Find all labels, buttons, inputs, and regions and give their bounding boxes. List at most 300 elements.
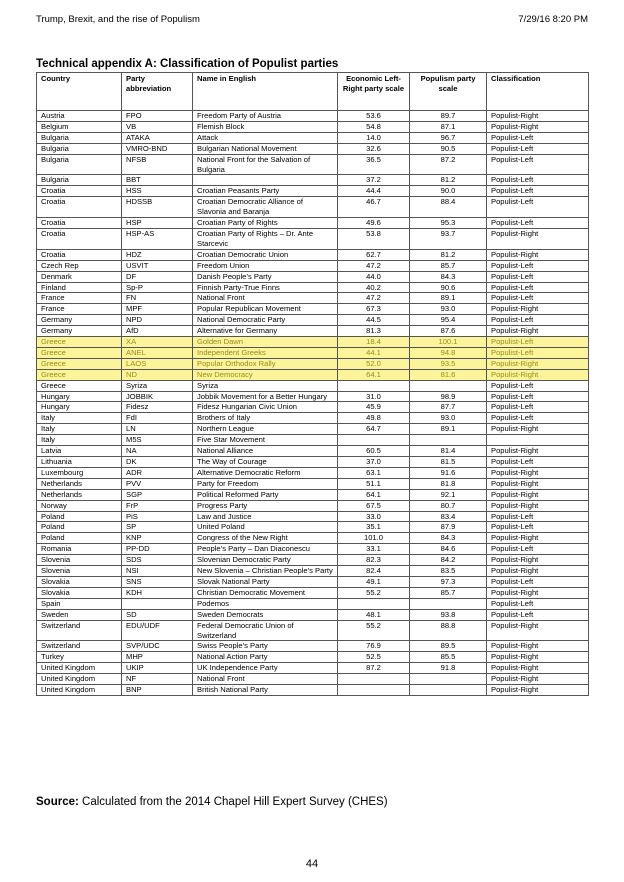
table-row bbox=[37, 555, 589, 566]
source-text: Calculated from the 2014 Chapel Hill Expert Survey (CHES) bbox=[82, 796, 388, 808]
cell-classification: Populist-Right bbox=[487, 685, 589, 696]
table-row bbox=[37, 413, 589, 424]
cell-classification: Populist-Right bbox=[487, 326, 589, 337]
cell-populism-scale: 93.7 bbox=[410, 228, 487, 249]
table-row bbox=[37, 467, 589, 478]
cell-abbreviation: Syriza bbox=[122, 380, 193, 391]
cell-economic-scale: 44.0 bbox=[338, 271, 410, 282]
cell-country: Norway bbox=[37, 500, 122, 511]
cell-abbreviation: PVV bbox=[122, 478, 193, 489]
cell-economic-scale: 37.0 bbox=[338, 457, 410, 468]
cell-populism-scale: 98.9 bbox=[410, 391, 487, 402]
cell-party-name: Sweden Democrats bbox=[193, 609, 338, 620]
cell-economic-scale: 35.1 bbox=[338, 522, 410, 533]
cell-party-name: Freedom Union bbox=[193, 260, 338, 271]
cell-populism-scale: 92.1 bbox=[410, 489, 487, 500]
cell-country: Croatia bbox=[37, 249, 122, 260]
cell-abbreviation: FN bbox=[122, 293, 193, 304]
table-row bbox=[37, 652, 589, 663]
cell-classification: Populist-Right bbox=[487, 652, 589, 663]
cell-country: Italy bbox=[37, 424, 122, 435]
col-header-country: Country bbox=[37, 73, 122, 111]
table-row bbox=[37, 391, 589, 402]
table-row bbox=[37, 249, 589, 260]
cell-abbreviation: ATAKA bbox=[122, 132, 193, 143]
cell-populism-scale: 91.8 bbox=[410, 663, 487, 674]
cell-country: Switzerland bbox=[37, 641, 122, 652]
cell-classification: Populist-Left bbox=[487, 598, 589, 609]
cell-populism-scale bbox=[410, 674, 487, 685]
cell-party-name: Fidesz Hungarian Civic Union bbox=[193, 402, 338, 413]
appendix-title: Technical appendix A: Classification of Populist parties bbox=[36, 58, 339, 70]
cell-classification: Populist-Right bbox=[487, 249, 589, 260]
cell-classification: Populist-Left bbox=[487, 260, 589, 271]
cell-abbreviation: Sp-P bbox=[122, 282, 193, 293]
table-row bbox=[37, 457, 589, 468]
cell-abbreviation: SVP/UDC bbox=[122, 641, 193, 652]
table-row bbox=[37, 663, 589, 674]
cell-economic-scale: 36.5 bbox=[338, 154, 410, 175]
cell-economic-scale: 76.9 bbox=[338, 641, 410, 652]
table-row bbox=[37, 186, 589, 197]
cell-classification: Populist-Left bbox=[487, 347, 589, 358]
cell-classification: Populist-Left bbox=[487, 544, 589, 555]
cell-party-name: National Democratic Party bbox=[193, 315, 338, 326]
cell-abbreviation: BNP bbox=[122, 685, 193, 696]
cell-populism-scale: 84.3 bbox=[410, 271, 487, 282]
table-row bbox=[37, 175, 589, 186]
cell-populism-scale: 95.3 bbox=[410, 218, 487, 229]
cell-country: Croatia bbox=[37, 218, 122, 229]
cell-country: Croatia bbox=[37, 186, 122, 197]
cell-party-name bbox=[193, 175, 338, 186]
table-row bbox=[37, 402, 589, 413]
cell-economic-scale: 46.7 bbox=[338, 197, 410, 218]
cell-abbreviation: NA bbox=[122, 446, 193, 457]
cell-country: Slovakia bbox=[37, 576, 122, 587]
cell-party-name: Croatian Party of Rights bbox=[193, 218, 338, 229]
cell-country: Lithuania bbox=[37, 457, 122, 468]
cell-populism-scale: 80.7 bbox=[410, 500, 487, 511]
cell-classification: Populist-Left bbox=[487, 271, 589, 282]
cell-party-name: Podemos bbox=[193, 598, 338, 609]
cell-abbreviation: AfD bbox=[122, 326, 193, 337]
cell-abbreviation: EDU/UDF bbox=[122, 620, 193, 641]
cell-abbreviation: Fidesz bbox=[122, 402, 193, 413]
table-body bbox=[37, 111, 589, 696]
cell-country: Italy bbox=[37, 413, 122, 424]
cell-populism-scale: 100.1 bbox=[410, 337, 487, 348]
table-row bbox=[37, 446, 589, 457]
cell-populism-scale: 81.2 bbox=[410, 249, 487, 260]
cell-country: United Kingdom bbox=[37, 685, 122, 696]
cell-populism-scale: 83.5 bbox=[410, 566, 487, 577]
cell-country: Romania bbox=[37, 544, 122, 555]
cell-populism-scale: 87.7 bbox=[410, 402, 487, 413]
cell-economic-scale: 60.5 bbox=[338, 446, 410, 457]
cell-abbreviation: SDS bbox=[122, 555, 193, 566]
cell-abbreviation: LAOS bbox=[122, 358, 193, 369]
cell-economic-scale: 53.8 bbox=[338, 228, 410, 249]
table-row bbox=[37, 500, 589, 511]
cell-classification: Populist-Right bbox=[487, 228, 589, 249]
cell-party-name: Croatian Peasants Party bbox=[193, 186, 338, 197]
cell-economic-scale: 14.0 bbox=[338, 132, 410, 143]
cell-classification: Populist-Right bbox=[487, 478, 589, 489]
cell-abbreviation: DK bbox=[122, 457, 193, 468]
cell-populism-scale: 93.0 bbox=[410, 304, 487, 315]
cell-party-name: Brothers of Italy bbox=[193, 413, 338, 424]
cell-country: Hungary bbox=[37, 402, 122, 413]
cell-classification: Populist-Left bbox=[487, 511, 589, 522]
cell-party-name: Alternative for Germany bbox=[193, 326, 338, 337]
cell-abbreviation: UKIP bbox=[122, 663, 193, 674]
source-label: Source: bbox=[36, 796, 79, 808]
cell-party-name: Five Star Movement bbox=[193, 435, 338, 446]
table-row bbox=[37, 533, 589, 544]
cell-classification: Populist-Left bbox=[487, 315, 589, 326]
cell-party-name: Popular Republican Movement bbox=[193, 304, 338, 315]
cell-country: Turkey bbox=[37, 652, 122, 663]
cell-abbreviation: PP-DD bbox=[122, 544, 193, 555]
table-row bbox=[37, 121, 589, 132]
cell-economic-scale: 45.9 bbox=[338, 402, 410, 413]
table-row bbox=[37, 260, 589, 271]
cell-country: Netherlands bbox=[37, 489, 122, 500]
cell-economic-scale: 54.8 bbox=[338, 121, 410, 132]
table-row bbox=[37, 424, 589, 435]
cell-economic-scale: 18.4 bbox=[338, 337, 410, 348]
table-row bbox=[37, 369, 589, 380]
cell-classification bbox=[487, 435, 589, 446]
cell-economic-scale: 44.1 bbox=[338, 347, 410, 358]
cell-economic-scale: 48.1 bbox=[338, 609, 410, 620]
cell-abbreviation: XA bbox=[122, 337, 193, 348]
cell-party-name: Bulgarian National Movement bbox=[193, 143, 338, 154]
cell-party-name: Jobbik Movement for a Better Hungary bbox=[193, 391, 338, 402]
cell-abbreviation: HDZ bbox=[122, 249, 193, 260]
cell-economic-scale: 53.6 bbox=[338, 111, 410, 122]
table-row bbox=[37, 228, 589, 249]
table-row bbox=[37, 143, 589, 154]
cell-country: Germany bbox=[37, 315, 122, 326]
cell-economic-scale: 81.3 bbox=[338, 326, 410, 337]
col-header-populism-scale: Populism party scale bbox=[410, 73, 487, 111]
cell-party-name: Law and Justice bbox=[193, 511, 338, 522]
cell-classification: Populist-Left bbox=[487, 132, 589, 143]
table-row bbox=[37, 641, 589, 652]
cell-country: Bulgaria bbox=[37, 143, 122, 154]
cell-country: Bulgaria bbox=[37, 132, 122, 143]
cell-classification: Populist-Left bbox=[487, 402, 589, 413]
cell-abbreviation: KDH bbox=[122, 587, 193, 598]
cell-classification: Populist-Left bbox=[487, 175, 589, 186]
cell-country: Poland bbox=[37, 533, 122, 544]
cell-classification: Populist-Right bbox=[487, 467, 589, 478]
cell-classification: Populist-Right bbox=[487, 424, 589, 435]
cell-abbreviation: NF bbox=[122, 674, 193, 685]
cell-abbreviation: ND bbox=[122, 369, 193, 380]
cell-country: Bulgaria bbox=[37, 175, 122, 186]
table-row bbox=[37, 674, 589, 685]
cell-populism-scale: 89.7 bbox=[410, 111, 487, 122]
cell-classification: Populist-Right bbox=[487, 489, 589, 500]
cell-country: France bbox=[37, 304, 122, 315]
cell-country: Denmark bbox=[37, 271, 122, 282]
cell-economic-scale: 40.2 bbox=[338, 282, 410, 293]
cell-country: Croatia bbox=[37, 228, 122, 249]
cell-abbreviation: MHP bbox=[122, 652, 193, 663]
cell-populism-scale bbox=[410, 380, 487, 391]
table-row bbox=[37, 511, 589, 522]
cell-economic-scale: 82.3 bbox=[338, 555, 410, 566]
cell-populism-scale: 97.3 bbox=[410, 576, 487, 587]
table-row bbox=[37, 522, 589, 533]
cell-abbreviation: ADR bbox=[122, 467, 193, 478]
cell-economic-scale bbox=[338, 435, 410, 446]
cell-abbreviation: VB bbox=[122, 121, 193, 132]
cell-abbreviation: FPO bbox=[122, 111, 193, 122]
cell-party-name: Popular Orthodox Rally bbox=[193, 358, 338, 369]
cell-populism-scale: 81.5 bbox=[410, 457, 487, 468]
cell-abbreviation: SNS bbox=[122, 576, 193, 587]
cell-classification: Populist-Right bbox=[487, 369, 589, 380]
cell-economic-scale: 44.4 bbox=[338, 186, 410, 197]
table-row bbox=[37, 282, 589, 293]
cell-classification: Populist-Right bbox=[487, 121, 589, 132]
table-row bbox=[37, 347, 589, 358]
cell-party-name: Party for Freedom bbox=[193, 478, 338, 489]
table-row bbox=[37, 132, 589, 143]
cell-party-name: Croatian Democratic Union bbox=[193, 249, 338, 260]
cell-abbreviation: FdI bbox=[122, 413, 193, 424]
cell-party-name: Alternative Democratic Reform bbox=[193, 467, 338, 478]
cell-party-name: Croatian Democratic Alliance of Slavonia and Baranja bbox=[193, 197, 338, 218]
cell-party-name: Finnish Party-True Finns bbox=[193, 282, 338, 293]
cell-economic-scale: 101.0 bbox=[338, 533, 410, 544]
cell-economic-scale: 49.6 bbox=[338, 218, 410, 229]
cell-abbreviation: DF bbox=[122, 271, 193, 282]
cell-populism-scale: 90.6 bbox=[410, 282, 487, 293]
cell-country: Finland bbox=[37, 282, 122, 293]
cell-economic-scale: 49.8 bbox=[338, 413, 410, 424]
cell-abbreviation: MPF bbox=[122, 304, 193, 315]
cell-classification: Populist-Left bbox=[487, 576, 589, 587]
cell-abbreviation: FrP bbox=[122, 500, 193, 511]
cell-classification: Populist-Right bbox=[487, 566, 589, 577]
cell-populism-scale: 81.2 bbox=[410, 175, 487, 186]
document-title: Trump, Brexit, and the rise of Populism bbox=[36, 14, 200, 25]
cell-economic-scale: 64.7 bbox=[338, 424, 410, 435]
cell-abbreviation: PiS bbox=[122, 511, 193, 522]
cell-country: Italy bbox=[37, 435, 122, 446]
cell-classification: Populist-Right bbox=[487, 111, 589, 122]
cell-country: Sweden bbox=[37, 609, 122, 620]
cell-classification: Populist-Left bbox=[487, 609, 589, 620]
cell-populism-scale: 96.7 bbox=[410, 132, 487, 143]
cell-populism-scale: 93.8 bbox=[410, 609, 487, 620]
cell-party-name: Attack bbox=[193, 132, 338, 143]
cell-economic-scale bbox=[338, 685, 410, 696]
cell-economic-scale: 31.0 bbox=[338, 391, 410, 402]
cell-populism-scale: 89.5 bbox=[410, 641, 487, 652]
cell-party-name: Croatian Party of Rights – Dr. Ante Starcevic bbox=[193, 228, 338, 249]
col-header-classification: Classification bbox=[487, 73, 589, 111]
cell-abbreviation: NFSB bbox=[122, 154, 193, 175]
cell-classification: Populist-Left bbox=[487, 391, 589, 402]
cell-party-name: Freedom Party of Austria bbox=[193, 111, 338, 122]
cell-country: Latvia bbox=[37, 446, 122, 457]
cell-populism-scale: 89.1 bbox=[410, 293, 487, 304]
cell-party-name: New Slovenia – Christian People’s Party bbox=[193, 566, 338, 577]
table-row bbox=[37, 435, 589, 446]
table-row bbox=[37, 609, 589, 620]
cell-abbreviation: SGP bbox=[122, 489, 193, 500]
cell-abbreviation: SP bbox=[122, 522, 193, 533]
cell-abbreviation: USVIT bbox=[122, 260, 193, 271]
cell-populism-scale: 81.4 bbox=[410, 446, 487, 457]
cell-economic-scale: 52.0 bbox=[338, 358, 410, 369]
cell-party-name: National Front bbox=[193, 293, 338, 304]
cell-classification: Populist-Right bbox=[487, 304, 589, 315]
cell-populism-scale: 88.4 bbox=[410, 197, 487, 218]
table-row bbox=[37, 358, 589, 369]
cell-populism-scale: 87.2 bbox=[410, 154, 487, 175]
cell-economic-scale: 32.6 bbox=[338, 143, 410, 154]
cell-country: France bbox=[37, 293, 122, 304]
cell-economic-scale: 82.4 bbox=[338, 566, 410, 577]
cell-economic-scale: 44.5 bbox=[338, 315, 410, 326]
cell-party-name: National Action Party bbox=[193, 652, 338, 663]
cell-economic-scale: 47.2 bbox=[338, 260, 410, 271]
table-row bbox=[37, 337, 589, 348]
cell-party-name: National Front bbox=[193, 674, 338, 685]
cell-economic-scale: 33.1 bbox=[338, 544, 410, 555]
cell-classification: Populist-Left bbox=[487, 457, 589, 468]
cell-classification: Populist-Left bbox=[487, 143, 589, 154]
cell-economic-scale: 51.1 bbox=[338, 478, 410, 489]
cell-party-name: United Poland bbox=[193, 522, 338, 533]
table-row bbox=[37, 576, 589, 587]
cell-party-name: Golden Dawn bbox=[193, 337, 338, 348]
col-header-abbreviation: Party abbreviation bbox=[122, 73, 193, 111]
cell-country: Poland bbox=[37, 522, 122, 533]
cell-abbreviation: NSI bbox=[122, 566, 193, 577]
cell-country: Poland bbox=[37, 511, 122, 522]
cell-party-name: Progress Party bbox=[193, 500, 338, 511]
cell-party-name: The Way of Courage bbox=[193, 457, 338, 468]
cell-country: Croatia bbox=[37, 197, 122, 218]
cell-country: Slovakia bbox=[37, 587, 122, 598]
cell-abbreviation: ANEL bbox=[122, 347, 193, 358]
cell-party-name: National Alliance bbox=[193, 446, 338, 457]
cell-economic-scale: 67.3 bbox=[338, 304, 410, 315]
cell-populism-scale bbox=[410, 435, 487, 446]
cell-country: United Kingdom bbox=[37, 674, 122, 685]
cell-country: Czech Rep bbox=[37, 260, 122, 271]
cell-classification: Populist-Right bbox=[487, 641, 589, 652]
cell-populism-scale: 90.5 bbox=[410, 143, 487, 154]
cell-economic-scale: 67.5 bbox=[338, 500, 410, 511]
cell-country: Slovenia bbox=[37, 555, 122, 566]
cell-classification: Populist-Right bbox=[487, 533, 589, 544]
cell-economic-scale bbox=[338, 380, 410, 391]
cell-country: Luxembourg bbox=[37, 467, 122, 478]
cell-party-name: National Front for the Salvation of Bulgaria bbox=[193, 154, 338, 175]
cell-party-name: UK Independence Party bbox=[193, 663, 338, 674]
cell-classification: Populist-Left bbox=[487, 522, 589, 533]
table-row bbox=[37, 271, 589, 282]
cell-classification: Populist-Right bbox=[487, 555, 589, 566]
page-number: 44 bbox=[305, 858, 319, 870]
cell-country: Greece bbox=[37, 369, 122, 380]
cell-classification: Populist-Right bbox=[487, 358, 589, 369]
cell-classification: Populist-Left bbox=[487, 413, 589, 424]
cell-party-name: Independent Greeks bbox=[193, 347, 338, 358]
table-row bbox=[37, 478, 589, 489]
cell-economic-scale: 62.7 bbox=[338, 249, 410, 260]
cell-country: Bulgaria bbox=[37, 154, 122, 175]
cell-populism-scale: 89.1 bbox=[410, 424, 487, 435]
cell-classification: Populist-Left bbox=[487, 293, 589, 304]
print-datetime: 7/29/16 8:20 PM bbox=[518, 14, 588, 25]
cell-country: Hungary bbox=[37, 391, 122, 402]
cell-populism-scale: 81.6 bbox=[410, 369, 487, 380]
cell-populism-scale: 85.7 bbox=[410, 260, 487, 271]
cell-populism-scale: 85.5 bbox=[410, 652, 487, 663]
populist-parties-table bbox=[36, 72, 589, 696]
table-row bbox=[37, 598, 589, 609]
cell-classification: Populist-Right bbox=[487, 446, 589, 457]
cell-economic-scale: 37.2 bbox=[338, 175, 410, 186]
cell-populism-scale bbox=[410, 598, 487, 609]
table-row bbox=[37, 197, 589, 218]
cell-classification: Populist-Right bbox=[487, 620, 589, 641]
table-row bbox=[37, 218, 589, 229]
table-row bbox=[37, 489, 589, 500]
cell-economic-scale: 63.1 bbox=[338, 467, 410, 478]
cell-abbreviation: BBT bbox=[122, 175, 193, 186]
cell-country: Netherlands bbox=[37, 478, 122, 489]
cell-party-name: Christian Democratic Movement bbox=[193, 587, 338, 598]
col-header-economic-scale: Economic Left- Right party scale bbox=[338, 73, 410, 111]
cell-economic-scale bbox=[338, 674, 410, 685]
table-row bbox=[37, 154, 589, 175]
table-row bbox=[37, 380, 589, 391]
cell-party-name: Northern League bbox=[193, 424, 338, 435]
table-row bbox=[37, 685, 589, 696]
table-row bbox=[37, 293, 589, 304]
cell-country: United Kingdom bbox=[37, 663, 122, 674]
cell-classification: Populist-Left bbox=[487, 337, 589, 348]
cell-classification: Populist-Left bbox=[487, 282, 589, 293]
cell-populism-scale: 84.6 bbox=[410, 544, 487, 555]
cell-abbreviation: LN bbox=[122, 424, 193, 435]
cell-abbreviation: JOBBIK bbox=[122, 391, 193, 402]
cell-country: Greece bbox=[37, 337, 122, 348]
cell-classification: Populist-Left bbox=[487, 380, 589, 391]
cell-economic-scale: 52.5 bbox=[338, 652, 410, 663]
cell-classification: Populist-Right bbox=[487, 500, 589, 511]
cell-party-name: Flemish Block bbox=[193, 121, 338, 132]
table-row bbox=[37, 326, 589, 337]
cell-party-name: British National Party bbox=[193, 685, 338, 696]
table-row bbox=[37, 315, 589, 326]
cell-party-name: Danish People’s Party bbox=[193, 271, 338, 282]
cell-abbreviation: VMRO-BND bbox=[122, 143, 193, 154]
cell-populism-scale: 88.8 bbox=[410, 620, 487, 641]
cell-abbreviation: KNP bbox=[122, 533, 193, 544]
